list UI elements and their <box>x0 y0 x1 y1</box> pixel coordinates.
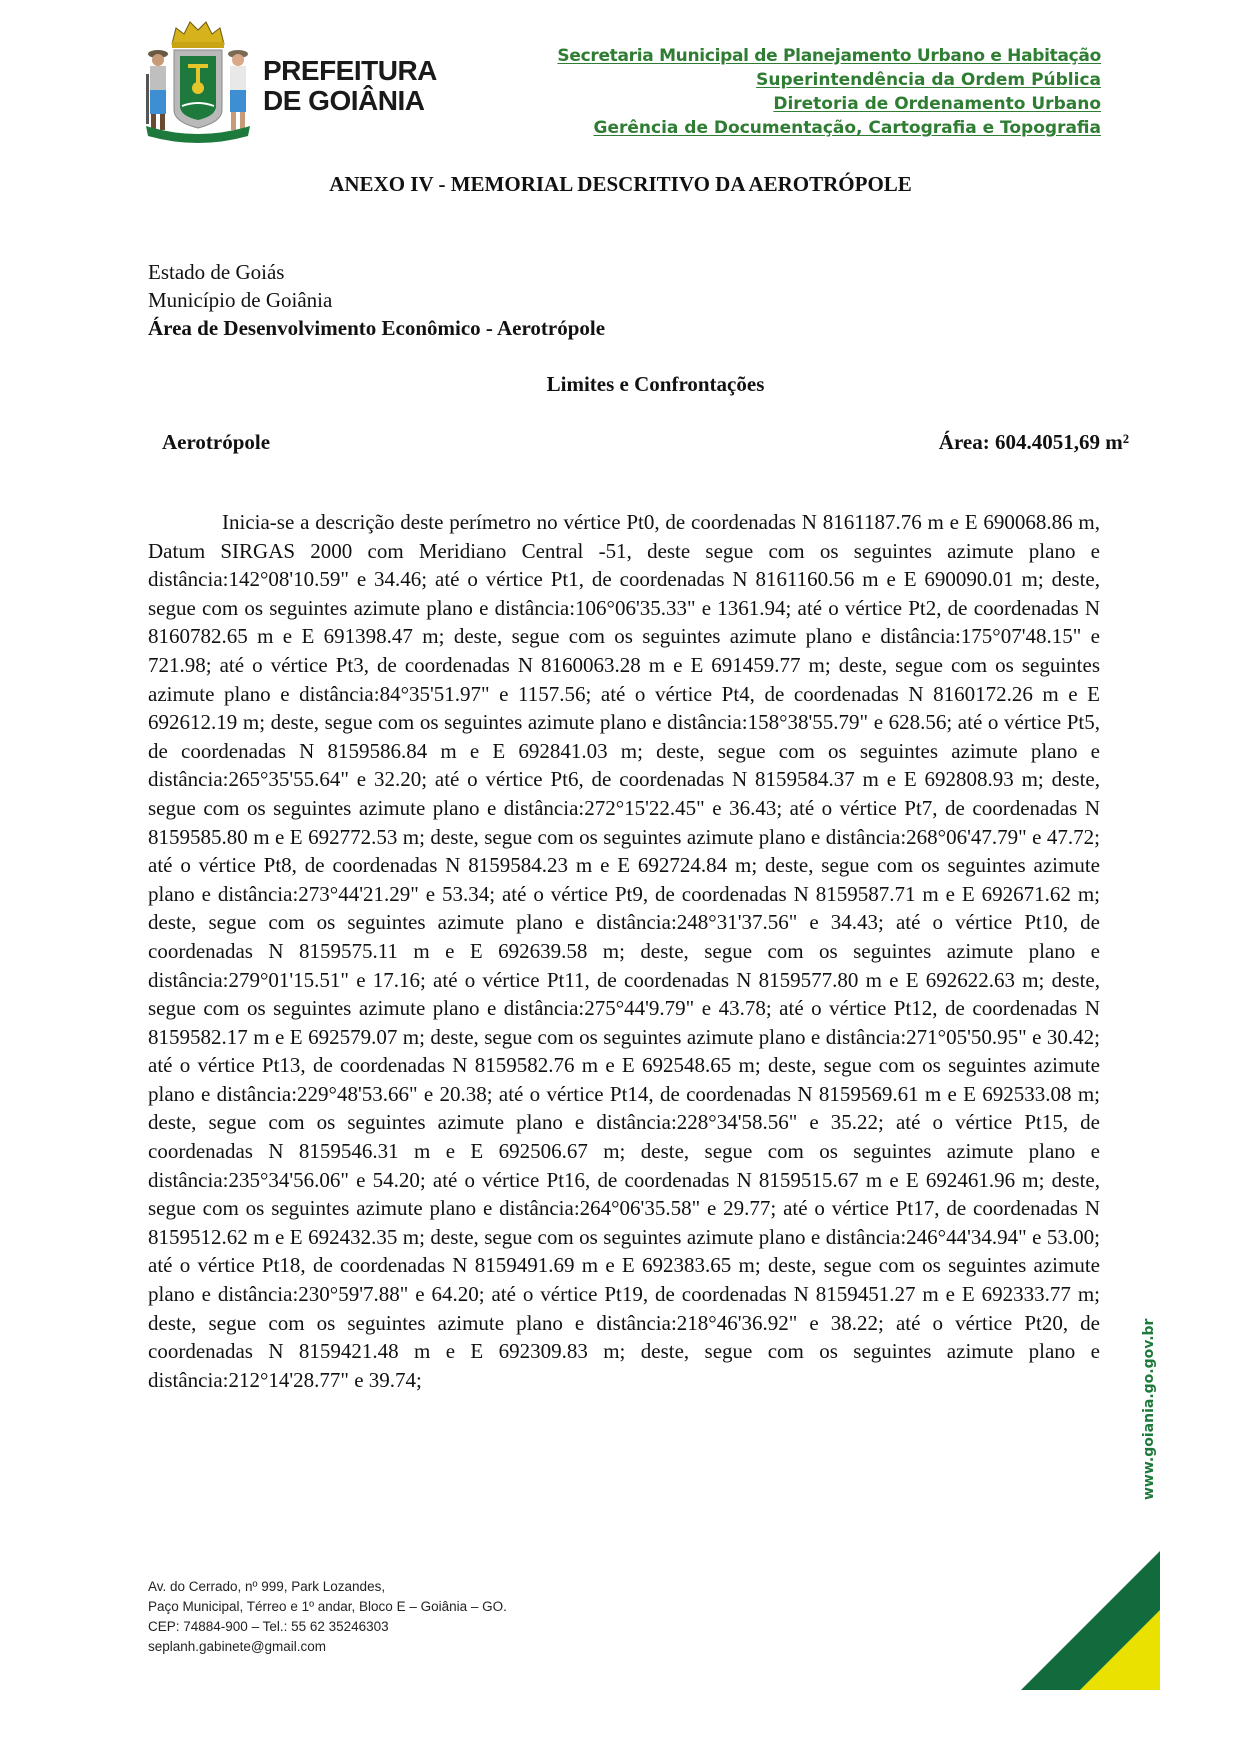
header-secretaria: Secretaria Municipal de Planejamento Urbano e Habitação <box>557 46 1101 66</box>
header-department-lines <box>557 44 1101 140</box>
location-area-name: Área de Desenvolvimento Econômico - Aerotrópole <box>148 316 606 340</box>
footer-address <box>148 1577 507 1657</box>
footer-street: Av. do Cerrado, nº 999, Park Lozandes, <box>148 1579 386 1594</box>
website-url: www.goiania.go.gov.br <box>1141 1318 1157 1500</box>
logo-line-2: DE GOIÂNIA <box>263 85 425 116</box>
coat-of-arms-icon <box>138 14 258 149</box>
header-gerencia: Gerência de Documentação, Cartografia e Topografia <box>593 118 1101 138</box>
footer-building: Paço Municipal, Térreo e 1º andar, Bloco E – Goiânia – GO. <box>148 1599 507 1614</box>
location-block <box>148 258 605 342</box>
header-superintendencia: Superintendência da Ordem Pública <box>756 70 1101 90</box>
footer-cep-phone: CEP: 74884-900 – Tel.: 55 62 35246303 <box>148 1619 389 1634</box>
prefeitura-logo <box>138 14 437 149</box>
document-title: ANEXO IV - MEMORIAL DESCRITIVO DA AEROTRÓPOLE <box>329 172 912 196</box>
footer-email: seplanh.gabinete@gmail.com <box>148 1639 327 1654</box>
location-state: Estado de Goiás <box>148 260 285 284</box>
logo-wordmark <box>263 56 437 116</box>
area-value: Área: 604.4051,69 m² <box>938 430 1129 454</box>
perimeter-description: Inicia-se a descrição deste perímetro no vértice Pt0, de coordenadas N 8161187.76 m e E 690068.86 m, Datum SIRGAS 2000 com Meridiano Central -51, deste segue com os seguintes azimute plano e distância:142°08'10.59" e 34.46; até o vértice Pt1, de coordenadas N 8161160.56 m e E 690090.01 m; deste, segue com os seguintes azimute plano e distância:106°06'35.33" e 1361.94; até o vértice Pt2, de coordenadas N 8160782.65 m e E 691398.47 m; deste, segue com os seguintes azimute plano e distância:175°07'48.15" e 721.98; até o vértice Pt3, de coordenadas N 8160063.28 m e E 691459.77 m; deste, segue com os seguintes azimute plano e distância:84°35'51.97" e 1157.56; até o vértice Pt4, de coordenadas N 8160172.26 m e E 692612.19 m; deste, segue com os seguintes azimute plano e distância:158°38'55.79" e 628.56; até o vértice Pt5, de coordenadas N 8159586.84 m e E 692841.03 m; deste, segue com os seguintes azimute plano e distância:265°35'55.64" e 32.20; até o vértice Pt6, de coordenadas N 8159584.37 m e E 692808.93 m; deste, segue com os seguintes azimute plano e distância:272°15'22.45" e 36.43; até o vértice Pt7, de coordenadas N 8159585.80 m e E 692772.53 m; deste, segue com os seguintes azimute plano e distância:268°06'47.79" e 47.72; até o vértice Pt8, de coordenadas N 8159584.23 m e E 692724.84 m; deste, segue com os seguintes azimute plano e distância:273°44'21.29" e 53.34; até o vértice Pt9, de coordenadas N 8159587.71 m e E 692671.62 m; deste, segue com os seguintes azimute plano e distância:248°31'37.56" e 34.43; até o vértice Pt10, de coordenadas N 8159575.11 m e E 692639.58 m; deste, segue com os seguintes azimute plano e distância:279°01'15.51" e 17.16; até o vértice Pt11, de coordenadas N 8159577.80 m e E 692622.63 m; deste, segue com os seguintes azimute plano e distância:275°44'9.79" e 43.78; até o vértice Pt12, de coordenadas N 8159582.17 m e E 692579.07 m; deste, segue com os seguintes azimute plano e distância:271°05'50.95" e 30.42; até o vértice Pt13, de coordenadas N 8159582.76 m e E 692548.65 m; deste, segue com os seguintes azimute plano e distância:229°48'53.66" e 20.38; até o vértice Pt14, de coordenadas N 8159569.61 m e E 692533.08 m; deste, segue com os seguintes azimute plano e distância:228°34'58.56" e 35.22; até o vértice Pt15, de coordenadas N 8159546.31 m e E 692506.67 m; deste, segue com os seguintes azimute plano e distância:235°34'56.06" e 54.20; até o vértice Pt16, de coordenadas N 8159515.67 m e E 692461.96 m; deste, segue com os seguintes azimute plano e distância:264°06'35.58" e 29.77; até o vértice Pt17, de coordenadas N 8159512.62 m e E 692432.35 m; deste, segue com os seguintes azimute plano e distância:246°44'34.94" e 53.00; até o vértice Pt18, de coordenadas N 8159491.69 m e E 692383.65 m; deste, segue com os seguintes azimute plano e distância:230°59'7.88" e 64.20; até o vértice Pt19, de coordenadas N 8159451.27 m e E 692333.77 m; deste, segue com os seguintes azimute plano e distância:218°46'36.92" e 38.22; até o vértice Pt20, de coordenadas N 8159421.48 m e E 692309.83 m; deste, segue com os seguintes azimute plano e distância:212°14'28.77" e 39.74; <box>148 510 1100 1392</box>
corner-brand-triangle-icon <box>1018 1548 1163 1693</box>
logo-line-1: PREFEITURA <box>263 55 437 86</box>
header-diretoria: Diretoria de Ordenamento Urbano <box>773 94 1101 114</box>
location-municipality: Município de Goiânia <box>148 288 333 312</box>
section-title: Limites e Confrontações <box>546 372 765 396</box>
area-label: Aerotrópole <box>162 430 271 454</box>
